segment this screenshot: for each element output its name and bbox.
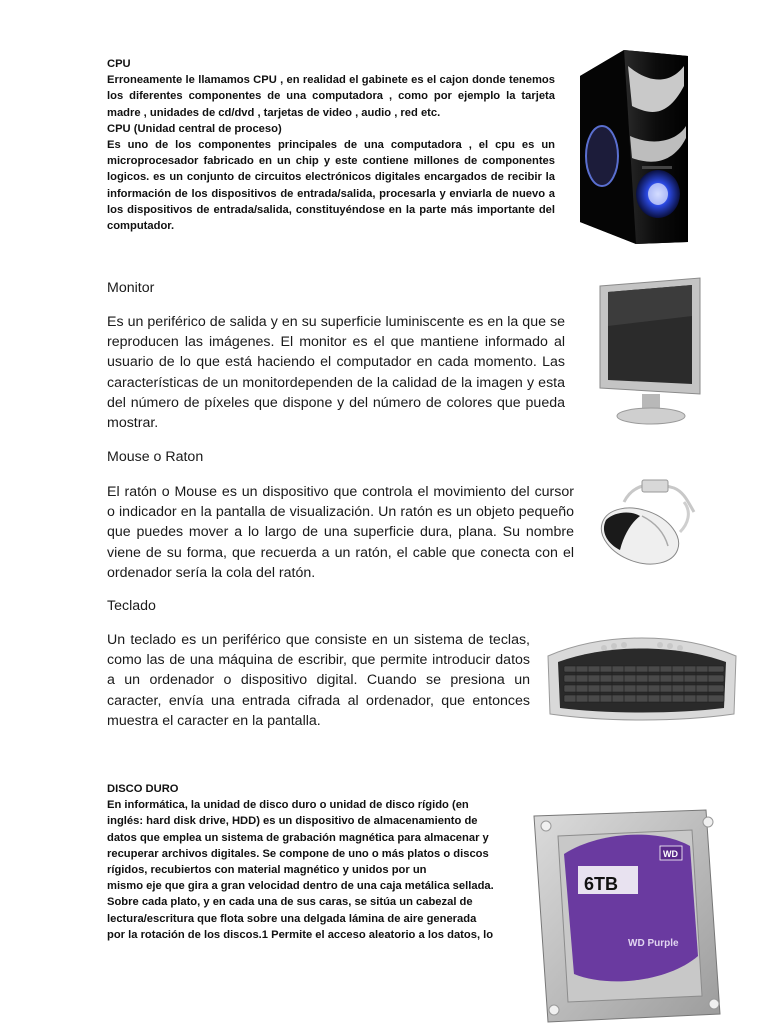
hdd-line: mismo eje que gira a gran velocidad dentro de una caja metálica sellada. [107, 880, 494, 893]
hard-drive-image [528, 806, 724, 1024]
mouse-image [584, 472, 704, 572]
cpu-section [107, 56, 555, 234]
hdd-line: recuperar archivos digitales. Se compone de uno o más platos o discos [107, 847, 489, 860]
hdd-line: lectura/escritura que flota sobre una delgada lámina de aire generada [107, 912, 477, 925]
hdd-line: rígidos, recubiertos con material magnético y unidos por un [107, 864, 427, 877]
hdd-line: En informática, la unidad de disco duro o unidad de disco rígido (en [107, 799, 469, 812]
monitor-title: Monitor [107, 280, 155, 296]
hdd-label-brand: WD [663, 849, 678, 859]
hdd-title: DISCO DURO [107, 783, 179, 795]
keyboard-title: Teclado [107, 598, 156, 614]
cpu-paragraph-2: Es uno de los componentes principales de una computadora , el cpu es un microprocesador fabricado en un chip y este contiene millones de componentes logicos. es un conjunto de circuitos electrónicos digitales encargados de recibir la información de los dispositivos de entrada/salida, procesarla y enviarla de nuevo a los dispositivos de entrada/salida, constituyéndose en la parte más importante del computador. [107, 139, 555, 233]
hdd-line: Sobre cada plato, y en cada una de sus caras, se sitúa un cabezal de [107, 896, 473, 909]
keyboard-image [544, 628, 740, 724]
keyboard-paragraph: Un teclado es un periférico que consiste en un sistema de teclas, como las de una máquina de escribir, que permite introducir datos a un ordenador o dispositivo digital. Cuando se presiona un caracter, envía una entrada cifrada al ordenador, que entonces muestra el caracter en la pantalla. [107, 632, 530, 729]
hdd-line: por la rotación de los discos.1 Permite el acceso aleatorio a los datos, lo [107, 928, 494, 941]
cpu-subtitle: CPU (Unidad central de proceso) [107, 122, 282, 135]
monitor-paragraph: Es un periférico de salida y en su superficie luminiscente es en la que se reproducen las imágenes. El monitor es el que mantiene informado al usuario de lo que está haciendo el computador en cada momento. Las características de un monitordependen de la calidad de la imagen y esta del número de píxeles que dispone y del número de colores que pueda mostrar. [107, 314, 565, 432]
cpu-title: CPU [107, 58, 131, 70]
hdd-line: datos que emplea un sistema de grabación magnética para almacenar y [107, 831, 489, 844]
hdd-section [107, 781, 517, 943]
hdd-label-capacity: 6TB [584, 874, 619, 894]
mouse-title: Mouse o Raton [107, 449, 204, 465]
mouse-paragraph: El ratón o Mouse es un dispositivo que controla el movimiento del cursor o indicador en la pantalla de visualización. Un ratón es un objeto pequeño que puedes mover a lo largo de una superficie dura, plana. Su nombre viene de su forma, que recuerda a un ratón, el cable que conecta con el ordenador sería la cola del ratón. [107, 484, 574, 581]
cpu-paragraph-1: Erroneamente le llamamos CPU , en realidad el gabinete es el cajon donde tenemos los diferentes componentes de una computadora , como por ejemplo la tarjeta madre , unidades de cd/dvd , tarjetas de video , audio , red etc. [107, 74, 555, 119]
hdd-line: inglés: hard disk drive, HDD) es un dispositivo de almacenamiento de [107, 815, 478, 828]
monitor-image [596, 276, 706, 428]
pc-tower-image [572, 46, 692, 246]
hdd-label-product: WD Purple [628, 938, 679, 949]
